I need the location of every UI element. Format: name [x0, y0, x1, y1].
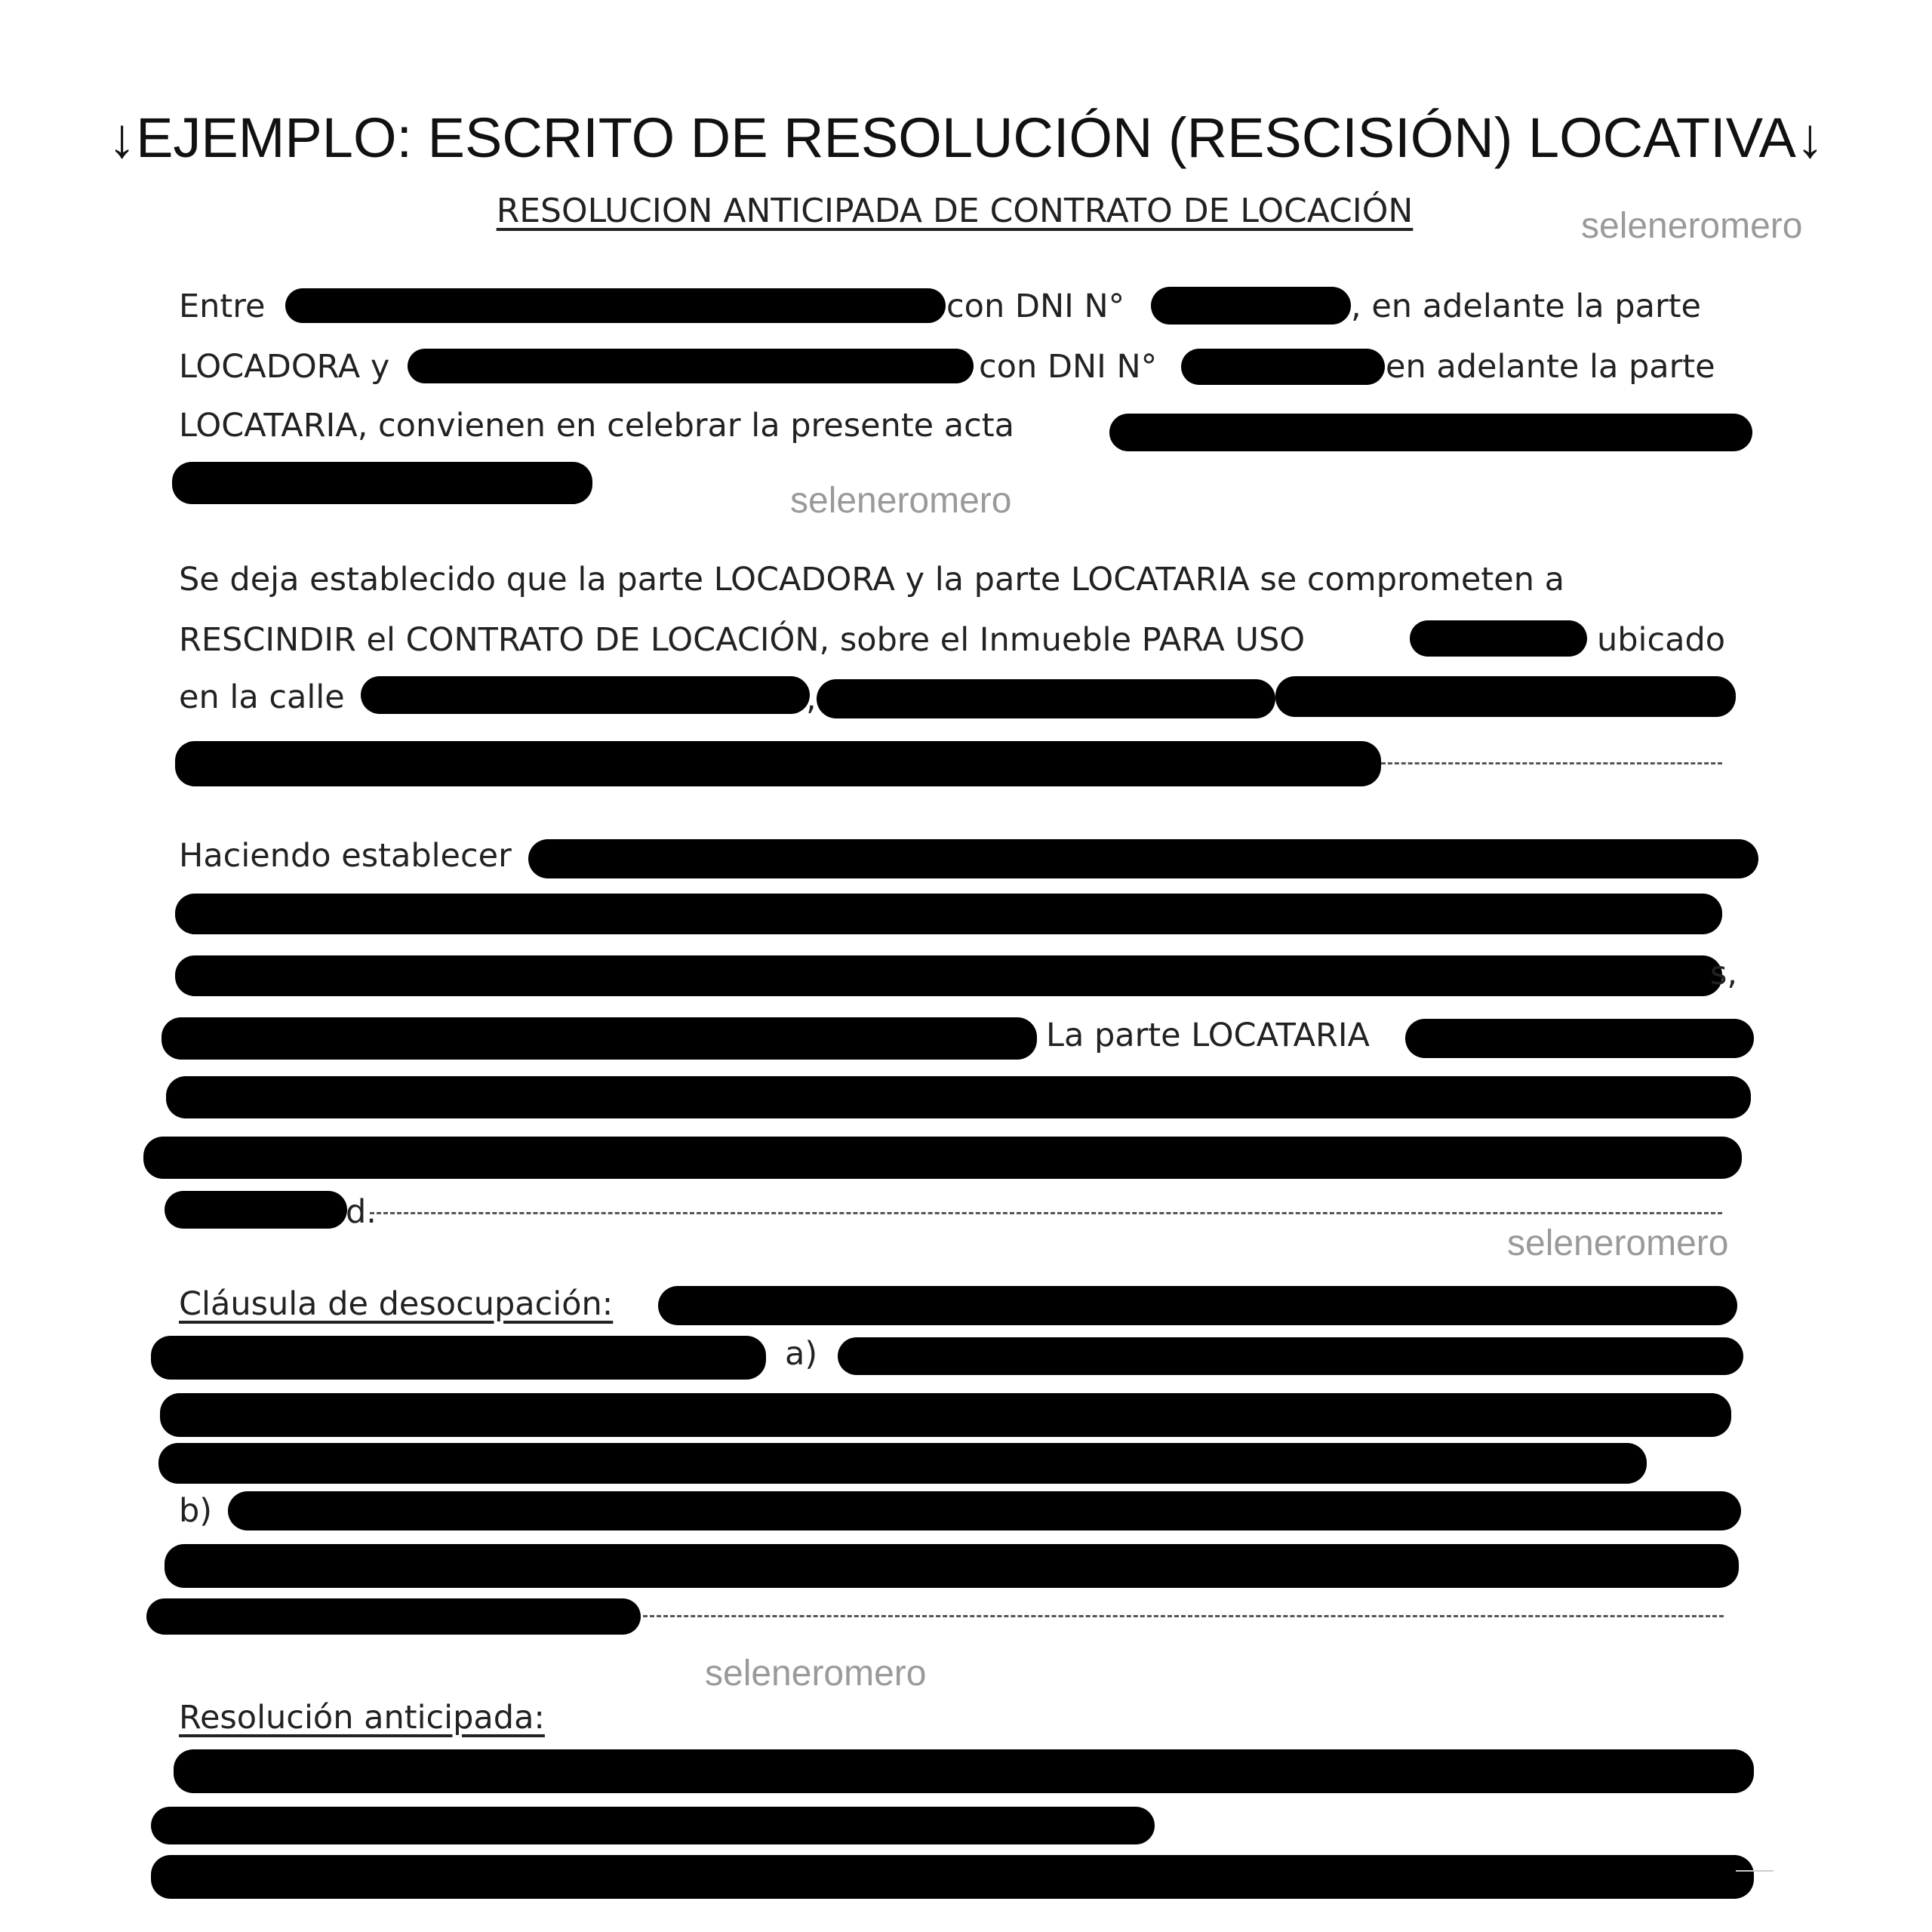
redaction: [146, 1598, 641, 1635]
redaction: [408, 349, 974, 383]
redaction: [172, 462, 592, 504]
redaction: [528, 839, 1758, 878]
watermark: seleneromero: [705, 1654, 927, 1694]
redaction: [1151, 287, 1351, 325]
redaction: [165, 1544, 1739, 1588]
redaction: [658, 1286, 1737, 1325]
redaction: [1181, 349, 1385, 385]
para3-line7-end: d.: [346, 1193, 377, 1231]
clause-item-a: a): [785, 1335, 818, 1373]
clause-heading: Cláusula de desocupación:: [179, 1285, 614, 1323]
para1-line3-text: LOCATARIA, convienen en celebrar la presente acta: [179, 407, 1014, 445]
para3-line4-text: La parte LOCATARIA: [1046, 1017, 1370, 1054]
redaction: [361, 676, 810, 714]
watermark: seleneromero: [1507, 1223, 1729, 1263]
para1-line2-dni: con DNI N°: [979, 348, 1158, 386]
banner-title: ↓EJEMPLO: ESCRITO DE RESOLUCIÓN (RESCISIÓN) LOCATIVA↓: [108, 106, 1824, 169]
redaction: [162, 1017, 1037, 1060]
watermark: seleneromero: [790, 481, 1012, 521]
redaction: [838, 1337, 1743, 1375]
para2-line2-text: RESCINDIR el CONTRATO DE LOCACIÓN, sobre el Inmueble PARA USO: [179, 621, 1306, 659]
fill-dashes: [643, 1615, 1724, 1617]
redaction: [175, 955, 1722, 996]
redaction: [175, 741, 1381, 786]
para1-line1-start: Entre: [179, 288, 266, 325]
para1-line1-end: , en adelante la parte: [1351, 288, 1701, 325]
para3-line3-end: s,: [1710, 955, 1738, 992]
redaction: [1109, 414, 1752, 451]
clause-item-b: b): [179, 1492, 213, 1530]
redaction: [174, 1749, 1754, 1793]
redaction: [151, 1807, 1155, 1844]
redaction: [166, 1076, 1751, 1118]
para1-line1-dni: con DNI N°: [946, 288, 1125, 325]
redaction: [175, 894, 1722, 934]
redaction: [143, 1137, 1742, 1179]
redaction: [151, 1336, 766, 1380]
redaction: [1410, 620, 1587, 657]
fill-dashes: [370, 1212, 1722, 1214]
page-edge-rule: [1736, 1870, 1774, 1872]
redaction: [158, 1443, 1647, 1484]
redaction: [228, 1491, 1741, 1531]
redaction: [160, 1393, 1731, 1437]
redaction: [165, 1191, 347, 1229]
watermark: seleneromero: [1581, 206, 1803, 246]
redaction: [1405, 1019, 1754, 1058]
document-title: RESOLUCION ANTICIPADA DE CONTRATO DE LOCACIÓN: [496, 192, 1414, 230]
para1-line2-start: LOCADORA y: [179, 348, 390, 386]
para1-line2-end: en adelante la parte: [1386, 348, 1715, 386]
fill-dashes: [1381, 762, 1722, 764]
redaction: [285, 288, 946, 323]
redaction: [151, 1855, 1754, 1899]
redaction: [1275, 676, 1736, 717]
para2-line2-end: ubicado: [1597, 621, 1726, 659]
para2-line3-comma: ,: [806, 680, 817, 718]
para2-line1: Se deja establecido que la parte LOCADORA y la parte LOCATARIA se comprometen a: [179, 561, 1564, 598]
early-termination-heading: Resolución anticipada:: [179, 1699, 545, 1737]
para2-line3-text: en la calle: [179, 678, 345, 716]
para3-line1-text: Haciendo establecer: [179, 837, 512, 875]
redaction: [817, 679, 1275, 718]
